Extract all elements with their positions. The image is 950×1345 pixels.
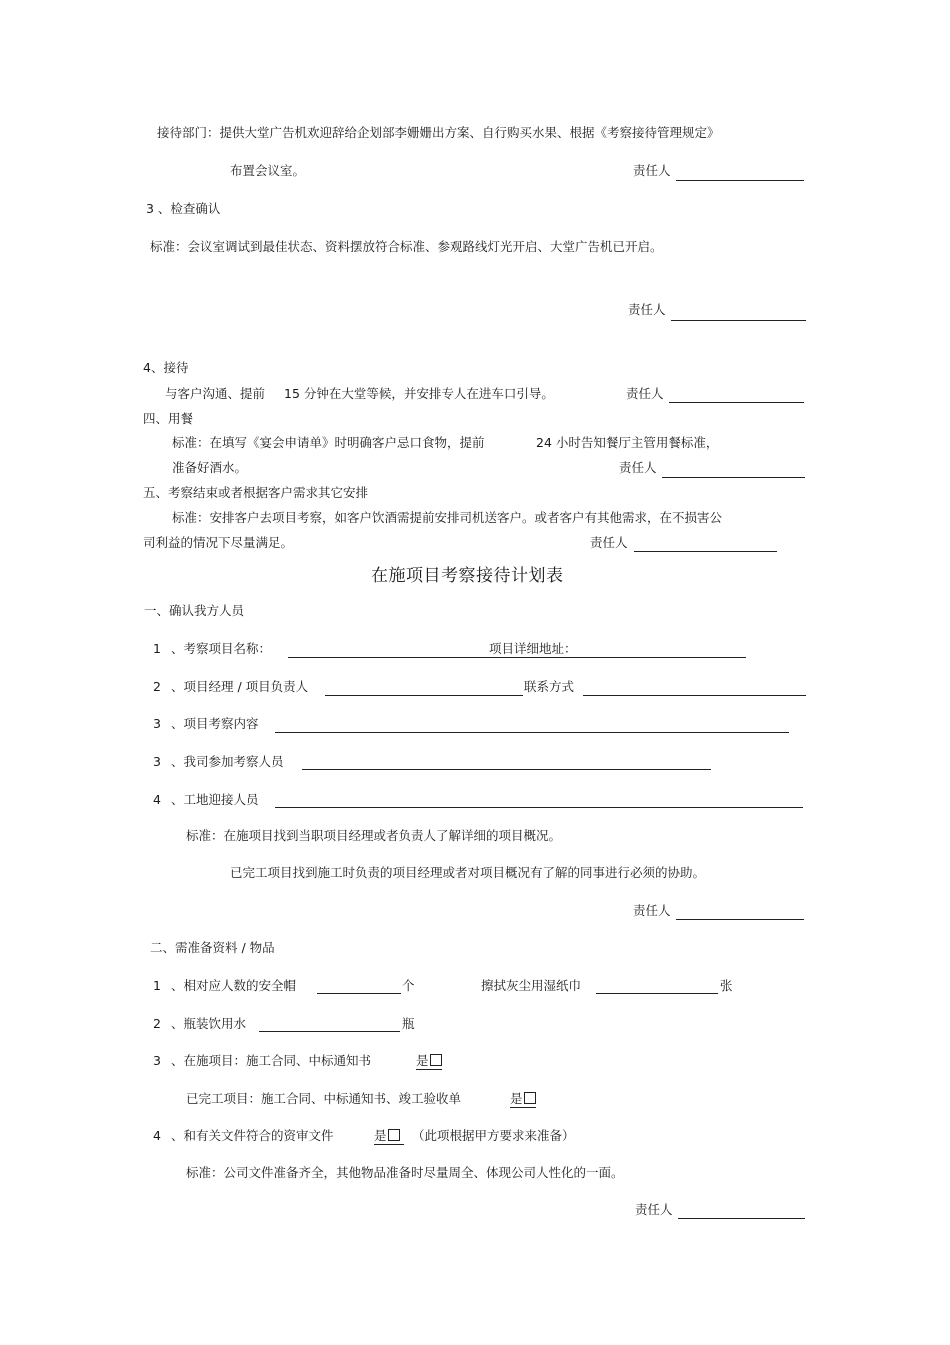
checkbox-icon <box>388 1129 400 1141</box>
item-number: 2 <box>153 679 161 694</box>
site-reception-label: 、工地迎接人员 <box>171 792 259 807</box>
meal-text-c: 准备好酒水。 <box>172 460 248 475</box>
responsible-label: 责任人 <box>633 163 671 178</box>
our-staff-field[interactable] <box>302 769 711 770</box>
site-reception-field[interactable] <box>275 807 803 808</box>
signature-line[interactable] <box>676 919 804 920</box>
check-standard: 标准：会议室调试到最佳状态、资料摆放符合标准、参观路线灯光开启、大堂广告机已开启。 <box>150 239 663 254</box>
signature-line[interactable] <box>676 180 804 181</box>
checkbox-icon <box>430 1054 442 1066</box>
page-title: 在施项目考察接待计划表 <box>371 566 564 586</box>
meal-text-a: 标准：在填写《宴会申请单》时明确客户忌口食物，提前 <box>172 435 485 450</box>
signature-line[interactable] <box>634 551 777 552</box>
end-text-a: 标准：安排客户去项目考察，如客户饮酒需提前安排司机送客户。或者客户有其他需求，在不损害公 <box>172 510 723 525</box>
yes-label: 是 <box>416 1053 429 1068</box>
signature-line[interactable] <box>678 1218 805 1219</box>
wet-wipes-label: 擦拭灰尘用湿纸巾 <box>481 978 582 993</box>
helmet-count-field[interactable] <box>317 993 401 994</box>
responsible-label: 责任人 <box>633 903 671 918</box>
helmet-label: 、相对应人数的安全帽 <box>171 978 297 993</box>
wet-wipes-unit: 张 <box>720 978 733 993</box>
responsible-label: 责任人 <box>619 460 657 475</box>
inspection-content-label: 、项目考察内容 <box>171 716 259 731</box>
yes-label: 是 <box>510 1091 523 1106</box>
section2-standard: 标准：公司文件准备齐全，其他物品准备时尽量周全、体现公司人性化的一面。 <box>186 1165 624 1180</box>
item-number: 2 <box>153 1016 161 1031</box>
reception-heading: 4、接待 <box>143 360 189 375</box>
signature-line[interactable] <box>662 477 805 478</box>
responsible-label: 责任人 <box>626 386 664 401</box>
inspection-content-field[interactable] <box>275 732 789 733</box>
item-number: 1 <box>153 641 161 656</box>
qualification-docs-note: （此项根据甲方要求来准备） <box>412 1128 575 1143</box>
reception-text-a: 与客户沟通、提前 <box>165 386 266 401</box>
responsible-label: 责任人 <box>628 302 666 317</box>
end-text-b: 司利益的情况下尽量满足。 <box>143 535 294 550</box>
completed-docs-label: 已完工项目：施工合同、中标通知书、竣工验收单 <box>186 1091 462 1106</box>
end-heading: 五、考察结束或者根据客户需求其它安排 <box>143 485 369 500</box>
responsible-label: 责任人 <box>635 1202 673 1217</box>
project-name-field[interactable] <box>288 657 746 658</box>
item-number: 4 <box>153 792 161 807</box>
wet-wipes-count-field[interactable] <box>596 993 718 994</box>
responsible-label: 责任人 <box>590 535 628 550</box>
project-name-label: 、考察项目名称： <box>171 641 272 656</box>
section1-standard-a: 标准：在施项目找到当职项目经理或者负责人了解详细的项目概况。 <box>186 828 562 843</box>
project-address-label: 项目详细地址： <box>489 641 577 656</box>
section2-heading: 二、需准备资料 / 物品 <box>150 940 275 955</box>
item-number: 3 <box>153 754 161 769</box>
signature-line[interactable] <box>669 402 804 403</box>
water-unit: 瓶 <box>402 1016 415 1031</box>
item-number: 3 <box>153 1053 161 1068</box>
yes-label: 是 <box>374 1128 387 1143</box>
meal-text-b: 24 小时告知餐厅主管用餐标准， <box>536 435 719 450</box>
signature-line[interactable] <box>671 320 806 321</box>
completed-docs-checkbox[interactable] <box>510 1091 536 1108</box>
reception-text-b: 15 分钟在大堂等候，并安排专人在进车口引导。 <box>284 386 554 401</box>
project-manager-label: 、项目经理 / 项目负责人 <box>171 679 309 694</box>
qualification-docs-label: 、和有关文件符合的资审文件 <box>171 1128 334 1143</box>
meal-heading: 四、用餐 <box>143 411 194 426</box>
item-number: 1 <box>153 978 161 993</box>
helmet-unit: 个 <box>402 978 415 993</box>
ongoing-docs-checkbox[interactable] <box>416 1053 442 1070</box>
water-label: 、瓶装饮用水 <box>171 1016 247 1031</box>
section1-standard-b: 已完工项目找到施工时负责的项目经理或者对项目概况有了解的同事进行必须的协助。 <box>230 865 706 880</box>
check-heading: 3 、检查确认 <box>146 201 221 216</box>
project-manager-field[interactable] <box>325 695 523 696</box>
our-staff-label: 、我司参加考察人员 <box>171 754 284 769</box>
contact-field[interactable] <box>583 695 806 696</box>
contact-label: 联系方式 <box>524 679 575 694</box>
checkbox-icon <box>524 1092 536 1104</box>
section1-heading: 一、确认我方人员 <box>144 603 245 618</box>
reception-dept-text: 接待部门：提供大堂广告机欢迎辞给企划部李姗姗出方案、自行购买水果、根据《考察接待管理规定》 <box>157 125 720 140</box>
item-number: 3 <box>153 716 161 731</box>
water-count-field[interactable] <box>259 1031 400 1032</box>
reception-dept-text-cont: 布置会议室。 <box>230 163 306 178</box>
qualification-docs-checkbox[interactable] <box>374 1128 404 1145</box>
ongoing-docs-label: 、在施项目：施工合同、中标通知书 <box>171 1053 372 1068</box>
item-number: 4 <box>153 1128 161 1143</box>
